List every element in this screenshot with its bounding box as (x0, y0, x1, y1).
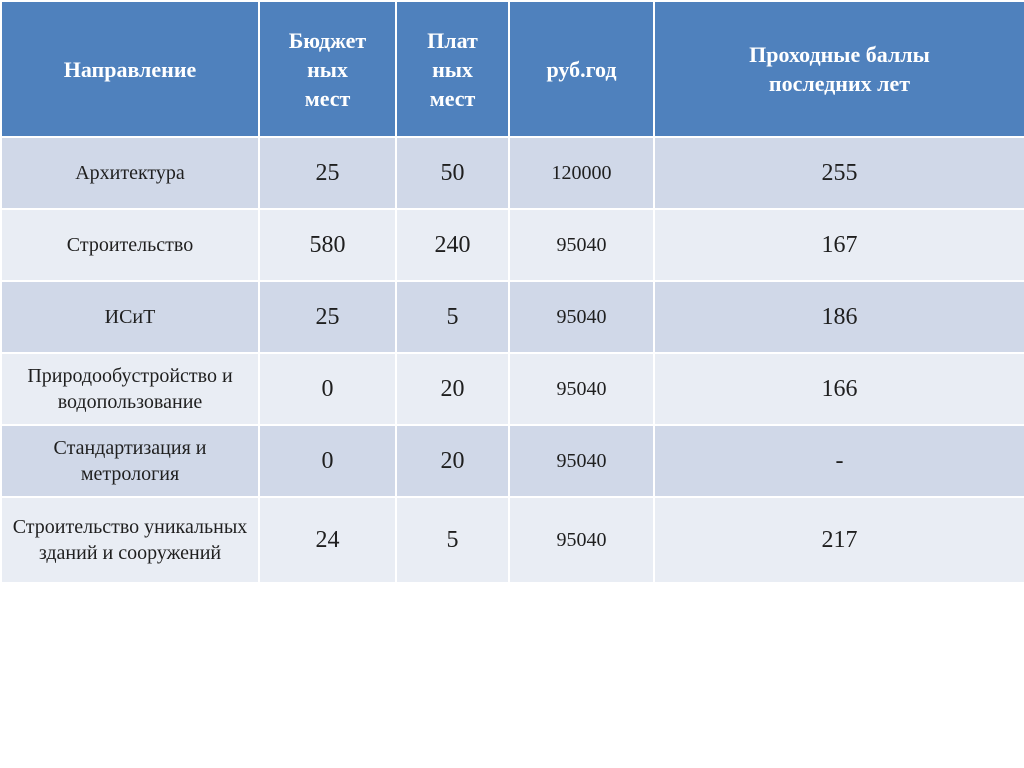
cell-paid: 20 (396, 425, 509, 497)
table-row (1, 209, 1024, 281)
cell-direction: Строительство (1, 209, 259, 281)
header-paid-places: Плат ных мест (396, 1, 509, 137)
table-row (1, 425, 1024, 497)
cell-paid: 50 (396, 137, 509, 209)
header-budget-places: Бюджет ных мест (259, 1, 396, 137)
cell-score: 167 (654, 209, 1024, 281)
cell-paid: 240 (396, 209, 509, 281)
cell-price: 120000 (509, 137, 654, 209)
cell-direction: ИСиТ (1, 281, 259, 353)
table-row (1, 137, 1024, 209)
cell-score: 217 (654, 497, 1024, 583)
cell-budget: 25 (259, 137, 396, 209)
cell-price: 95040 (509, 209, 654, 281)
cell-paid: 20 (396, 353, 509, 425)
header-passing-scores: Проходные баллы последних лет (654, 1, 1024, 137)
cell-direction: Стандартизация и метрология (1, 425, 259, 497)
cell-paid: 5 (396, 281, 509, 353)
cell-direction: Природообустройство и водопользование (1, 353, 259, 425)
cell-budget: 25 (259, 281, 396, 353)
header-direction: Направление (1, 1, 259, 137)
cell-price: 95040 (509, 497, 654, 583)
table-row (1, 281, 1024, 353)
cell-budget: 580 (259, 209, 396, 281)
cell-score: 166 (654, 353, 1024, 425)
cell-price: 95040 (509, 425, 654, 497)
cell-paid: 5 (396, 497, 509, 583)
cell-price: 95040 (509, 281, 654, 353)
cell-direction: Архитектура (1, 137, 259, 209)
cell-budget: 0 (259, 353, 396, 425)
table-row (1, 353, 1024, 425)
table-row (1, 497, 1024, 583)
header-row (1, 1, 1024, 137)
cell-price: 95040 (509, 353, 654, 425)
cell-budget: 0 (259, 425, 396, 497)
cell-score: 255 (654, 137, 1024, 209)
cell-budget: 24 (259, 497, 396, 583)
cell-score: 186 (654, 281, 1024, 353)
header-price: руб.год (509, 1, 654, 137)
cell-direction: Строительство уникальных зданий и сооружений (1, 497, 259, 583)
cell-score: - (654, 425, 1024, 497)
